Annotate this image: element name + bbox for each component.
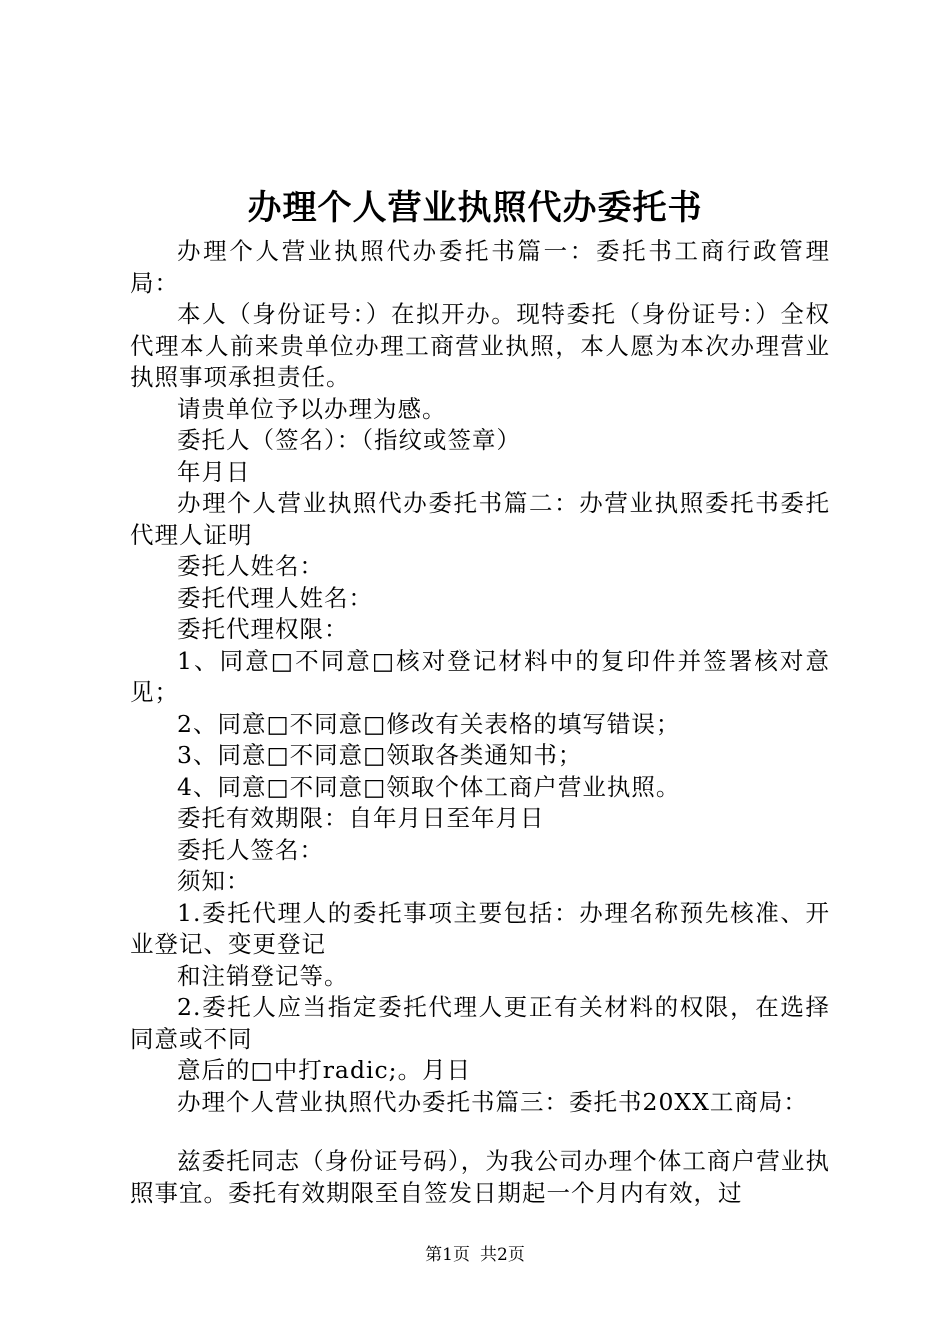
paragraph: 本人（身份证号：）在拟开办。现特委托（身份证号：）全权代理本人前来贵单位办理工商营业执照，本人愿为本次办理营业执照事项承担责任。: [130, 300, 830, 391]
paragraph: 意后的□中打radic;。月日: [177, 1056, 472, 1084]
paragraph: 请贵单位予以办理为感。: [177, 394, 447, 423]
paragraph: 委托人姓名：: [177, 552, 324, 580]
paragraph: 委托代理权限：: [177, 615, 349, 643]
paragraph-spacer: [130, 1118, 830, 1146]
page-total: 共2页: [480, 1245, 525, 1265]
paragraph: 4、同意□不同意□领取个体工商户营业执照。: [177, 772, 681, 801]
paragraph: 委托人签名：: [177, 835, 324, 864]
paragraph: 2、同意□不同意□修改有关表格的填写错误；: [177, 709, 681, 738]
paragraph: 办理个人营业执照代办委托书篇二：办营业执照委托书委托代理人证明: [130, 489, 830, 549]
paragraph: 办理个人营业执照代办委托书篇一：委托书工商行政管理局：: [130, 237, 830, 297]
paragraph: 3、同意□不同意□领取各类通知书；: [177, 741, 583, 769]
page-footer: [0, 1243, 950, 1267]
document-title: 办理个人营业执照代办委托书: [247, 188, 703, 228]
paragraph: 委托代理人姓名：: [177, 583, 373, 612]
document-body: [130, 236, 830, 1209]
paragraph: 年月日: [177, 457, 251, 486]
paragraph: 和注销登记等。: [177, 961, 349, 990]
paragraph: 1.委托代理人的委托事项主要包括：办理名称预先核准、开业登记、变更登记: [130, 898, 830, 958]
paragraph: 委托人（签名）：（指纹或签章）: [177, 426, 521, 454]
paragraph: 1、同意□不同意□核对登记材料中的复印件并签署核对意见；: [130, 646, 830, 706]
paragraph: 须知：: [177, 867, 251, 895]
page-number: 第1页: [425, 1245, 470, 1265]
paragraph: 办理个人营业执照代办委托书篇三：委托书20XX工商局：: [177, 1087, 808, 1116]
paragraph: 兹委托同志（身份证号码），为我公司办理个体工商户营业执照事宜。委托有效期限至自签发日期起一个月内有效，过: [130, 1147, 830, 1207]
paragraph: 2.委托人应当指定委托代理人更正有关材料的权限，在选择同意或不同: [130, 993, 830, 1053]
paragraph: 委托有效期限：自年月日至年月日: [177, 804, 545, 832]
